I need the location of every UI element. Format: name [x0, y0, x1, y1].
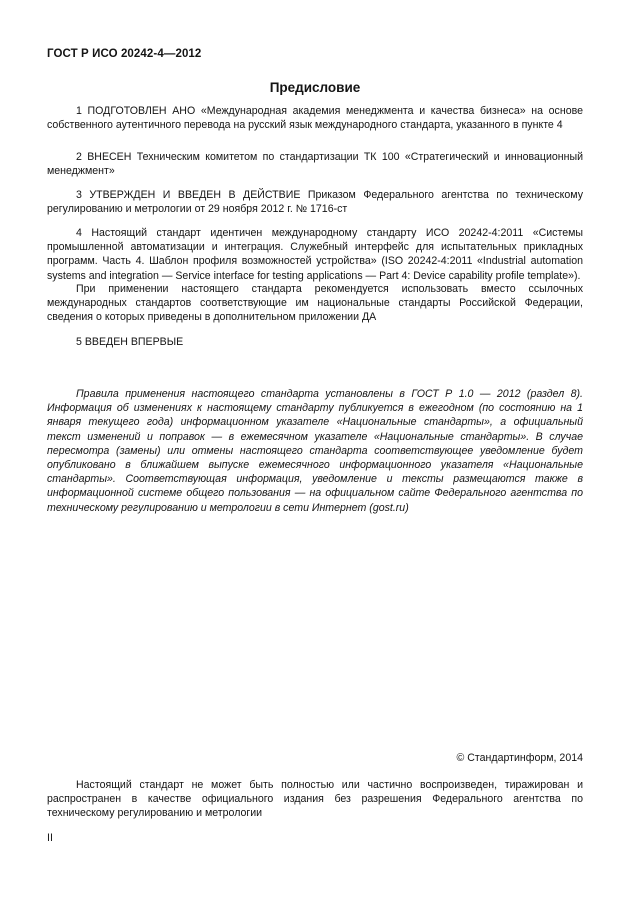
page-number: II — [47, 832, 53, 844]
paragraph-4-note: При применении настоящего стандарта рекомендуется использовать вместо ссылочных международных стандартов соответствующие им национальные стандарты Российской Федерации, сведения о которых приведены в дополнительном приложении ДА — [47, 283, 583, 324]
document-id-header: ГОСТ Р ИСО 20242-4—2012 — [47, 48, 202, 60]
paragraph-5: 5 ВВЕДЕН ВПЕРВЫЕ — [76, 336, 184, 348]
paragraph-4: 4 Настоящий стандарт идентичен международному стандарту ИСО 20242-4:2011 «Системы промышленной автоматизации и интеграция. Служебный интерфейс для испытательных прикладных программ. Часть 4. Шаблон профиля возможностей устройства» (ISO 20242-4:2011 «Industrial automation systems and integration — Service interface for testing applications — Part 4: Device capability profile template»). — [47, 227, 583, 282]
copyright-line: © Стандартинформ, 2014 — [456, 752, 583, 764]
page-title: Предисловие — [269, 80, 361, 95]
reproduction-notice: Настоящий стандарт не может быть полностью или частично воспроизведен, тиражирован и распространен в качестве официального издания без разрешения Федерального агентства по техническому регулированию и метрологии — [47, 779, 583, 820]
paragraph-3: 3 УТВЕРЖДЕН И ВВЕДЕН В ДЕЙСТВИЕ Приказом Федерального агентства по техническому регулированию и метрологии от 29 ноября 2012 г. № 1716-ст — [47, 189, 583, 216]
usage-rules-notice: Правила применения настоящего стандарта установлены в ГОСТ Р 1.0 — 2012 (раздел 8). Информация об изменениях к настоящему стандарту публикуется в ежегодном (по состоянию на 1 января текущего года) информационном указателе «Национальные стандарты», а официальный текст изменений и поправок — в ежемесячном указателе «Национальные стандарты». В случае пересмотра (замены) или отмены настоящего стандарта соответствующее уведомление будет опубликовано в ближайшем выпуске ежемесячного информационного указателя «Национальные стандарты». Соответствующая информация, уведомление и тексты размещаются также в информационной системе общего пользования — на официальном сайте Федерального агентства по техническому регулированию и метрологии в сети Интернет (gost.ru) — [47, 388, 583, 514]
paragraph-1: 1 ПОДГОТОВЛЕН АНО «Международная академия менеджмента и качества бизнеса» на основе собственного аутентичного перевода на русский язык международного стандарта, указанного в пункте 4 — [47, 105, 583, 132]
paragraph-2: 2 ВНЕСЕН Техническим комитетом по стандартизации ТК 100 «Стратегический и инновационный менеджмент» — [47, 151, 583, 178]
